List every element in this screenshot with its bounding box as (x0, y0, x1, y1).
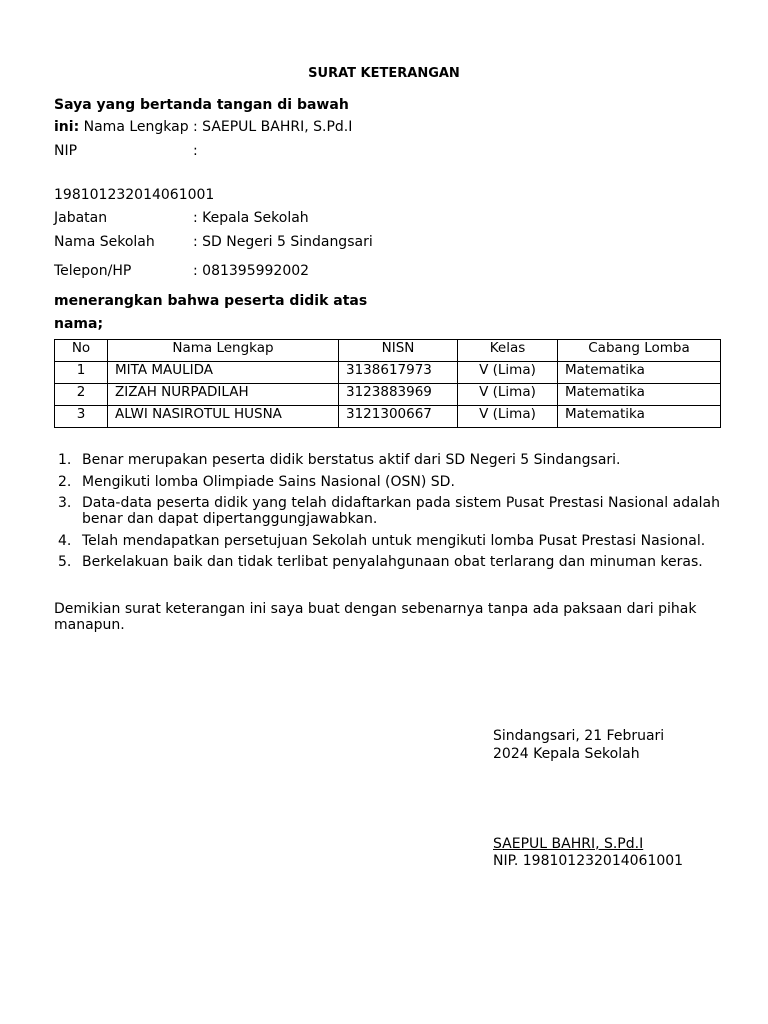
signature-place-date-2: 2024 Kepala Sekolah (493, 746, 640, 762)
cell-nama: ZIZAH NURPADILAH (108, 384, 339, 406)
cell-cabang: Matematika (558, 384, 721, 406)
statement-line-1: menerangkan bahwa peserta didik atas (54, 293, 368, 309)
table-header-row (55, 340, 721, 362)
header-no: No (55, 340, 108, 362)
list-item (54, 554, 720, 570)
point-text: Data-data peserta didik yang telah didaftarkan pada sistem Pusat Prestasi Nasional adalah benar dan dapat dipertanggungjawabkan. (82, 495, 720, 527)
point-text: Telah mendapatkan persetujuan Sekolah untuk mengikuti lomba Pusat Prestasi Nasional. (82, 532, 706, 549)
list-item (54, 474, 720, 490)
telepon-label: Telepon/HP (54, 263, 132, 279)
table-row (55, 384, 721, 406)
nip-label: NIP (54, 143, 78, 159)
header-nama: Nama Lengkap (108, 340, 339, 362)
intro-ini-label: ini: (54, 119, 80, 135)
jabatan-value: : Kepala Sekolah (193, 210, 309, 226)
point-number: 2. (58, 473, 72, 490)
cell-nisn: 3123883969 (339, 384, 458, 406)
cell-cabang: Matematika (558, 362, 721, 384)
cell-nama: ALWI NASIROTUL HUSNA (108, 406, 339, 428)
point-text: Benar merupakan peserta didik berstatus aktif dari SD Negeri 5 Sindangsari. (82, 452, 621, 468)
signature-nip: NIP. 198101232014061001 (493, 853, 684, 869)
header-kelas: Kelas (458, 340, 558, 362)
nip-colon: : (193, 143, 198, 159)
list-item (54, 533, 720, 549)
cell-no: 1 (55, 362, 108, 384)
nip-value: 198101232014061001 (54, 187, 215, 203)
cell-kelas: V (Lima) (458, 362, 558, 384)
nama-label: Nama Lengkap (83, 119, 189, 135)
point-number: 3. (58, 495, 72, 511)
telepon-value: : 081395992002 (193, 263, 310, 279)
sekolah-value: : SD Negeri 5 Sindangsari (193, 234, 373, 250)
cell-nisn: 3121300667 (339, 406, 458, 428)
cell-kelas: V (Lima) (458, 384, 558, 406)
list-item (54, 452, 720, 468)
header-nisn: NISN (339, 340, 458, 362)
cell-kelas: V (Lima) (458, 406, 558, 428)
table-row (55, 362, 721, 384)
cell-nisn: 3138617973 (339, 362, 458, 384)
jabatan-label: Jabatan (54, 210, 108, 226)
point-number: 5. (58, 554, 72, 570)
cell-cabang: Matematika (558, 406, 721, 428)
point-number: 4. (58, 532, 72, 549)
nama-value: : SAEPUL BAHRI, S.Pd.I (193, 119, 353, 135)
closing-paragraph: Demikian surat keterangan ini saya buat dengan sebenarnya tanpa ada paksaan dari pihak manapun. (54, 601, 697, 633)
students-table (54, 339, 721, 428)
point-number: 1. (58, 452, 72, 468)
point-text: Mengikuti lomba Olimpiade Sains Nasional (OSN) SD. (82, 473, 455, 490)
header-cabang: Cabang Lomba (558, 340, 721, 362)
intro-nama-row (54, 119, 189, 135)
list-item (54, 495, 720, 527)
cell-no: 3 (55, 406, 108, 428)
signature-name: SAEPUL BAHRI, S.Pd.I (493, 836, 644, 852)
statement-line-2: nama; (54, 316, 104, 332)
cell-nama: MITA MAULIDA (108, 362, 339, 384)
document-title: SURAT KETERANGAN (308, 66, 460, 81)
signature-place-date-1: Sindangsari, 21 Februari (493, 728, 665, 744)
intro-line: Saya yang bertanda tangan di bawah (54, 97, 349, 113)
table-row (55, 406, 721, 428)
point-text: Berkelakuan baik dan tidak terlibat penyalahgunaan obat terlarang dan minuman keras. (82, 554, 703, 570)
cell-no: 2 (55, 384, 108, 406)
sekolah-label: Nama Sekolah (54, 234, 155, 250)
statement-points (54, 452, 720, 576)
